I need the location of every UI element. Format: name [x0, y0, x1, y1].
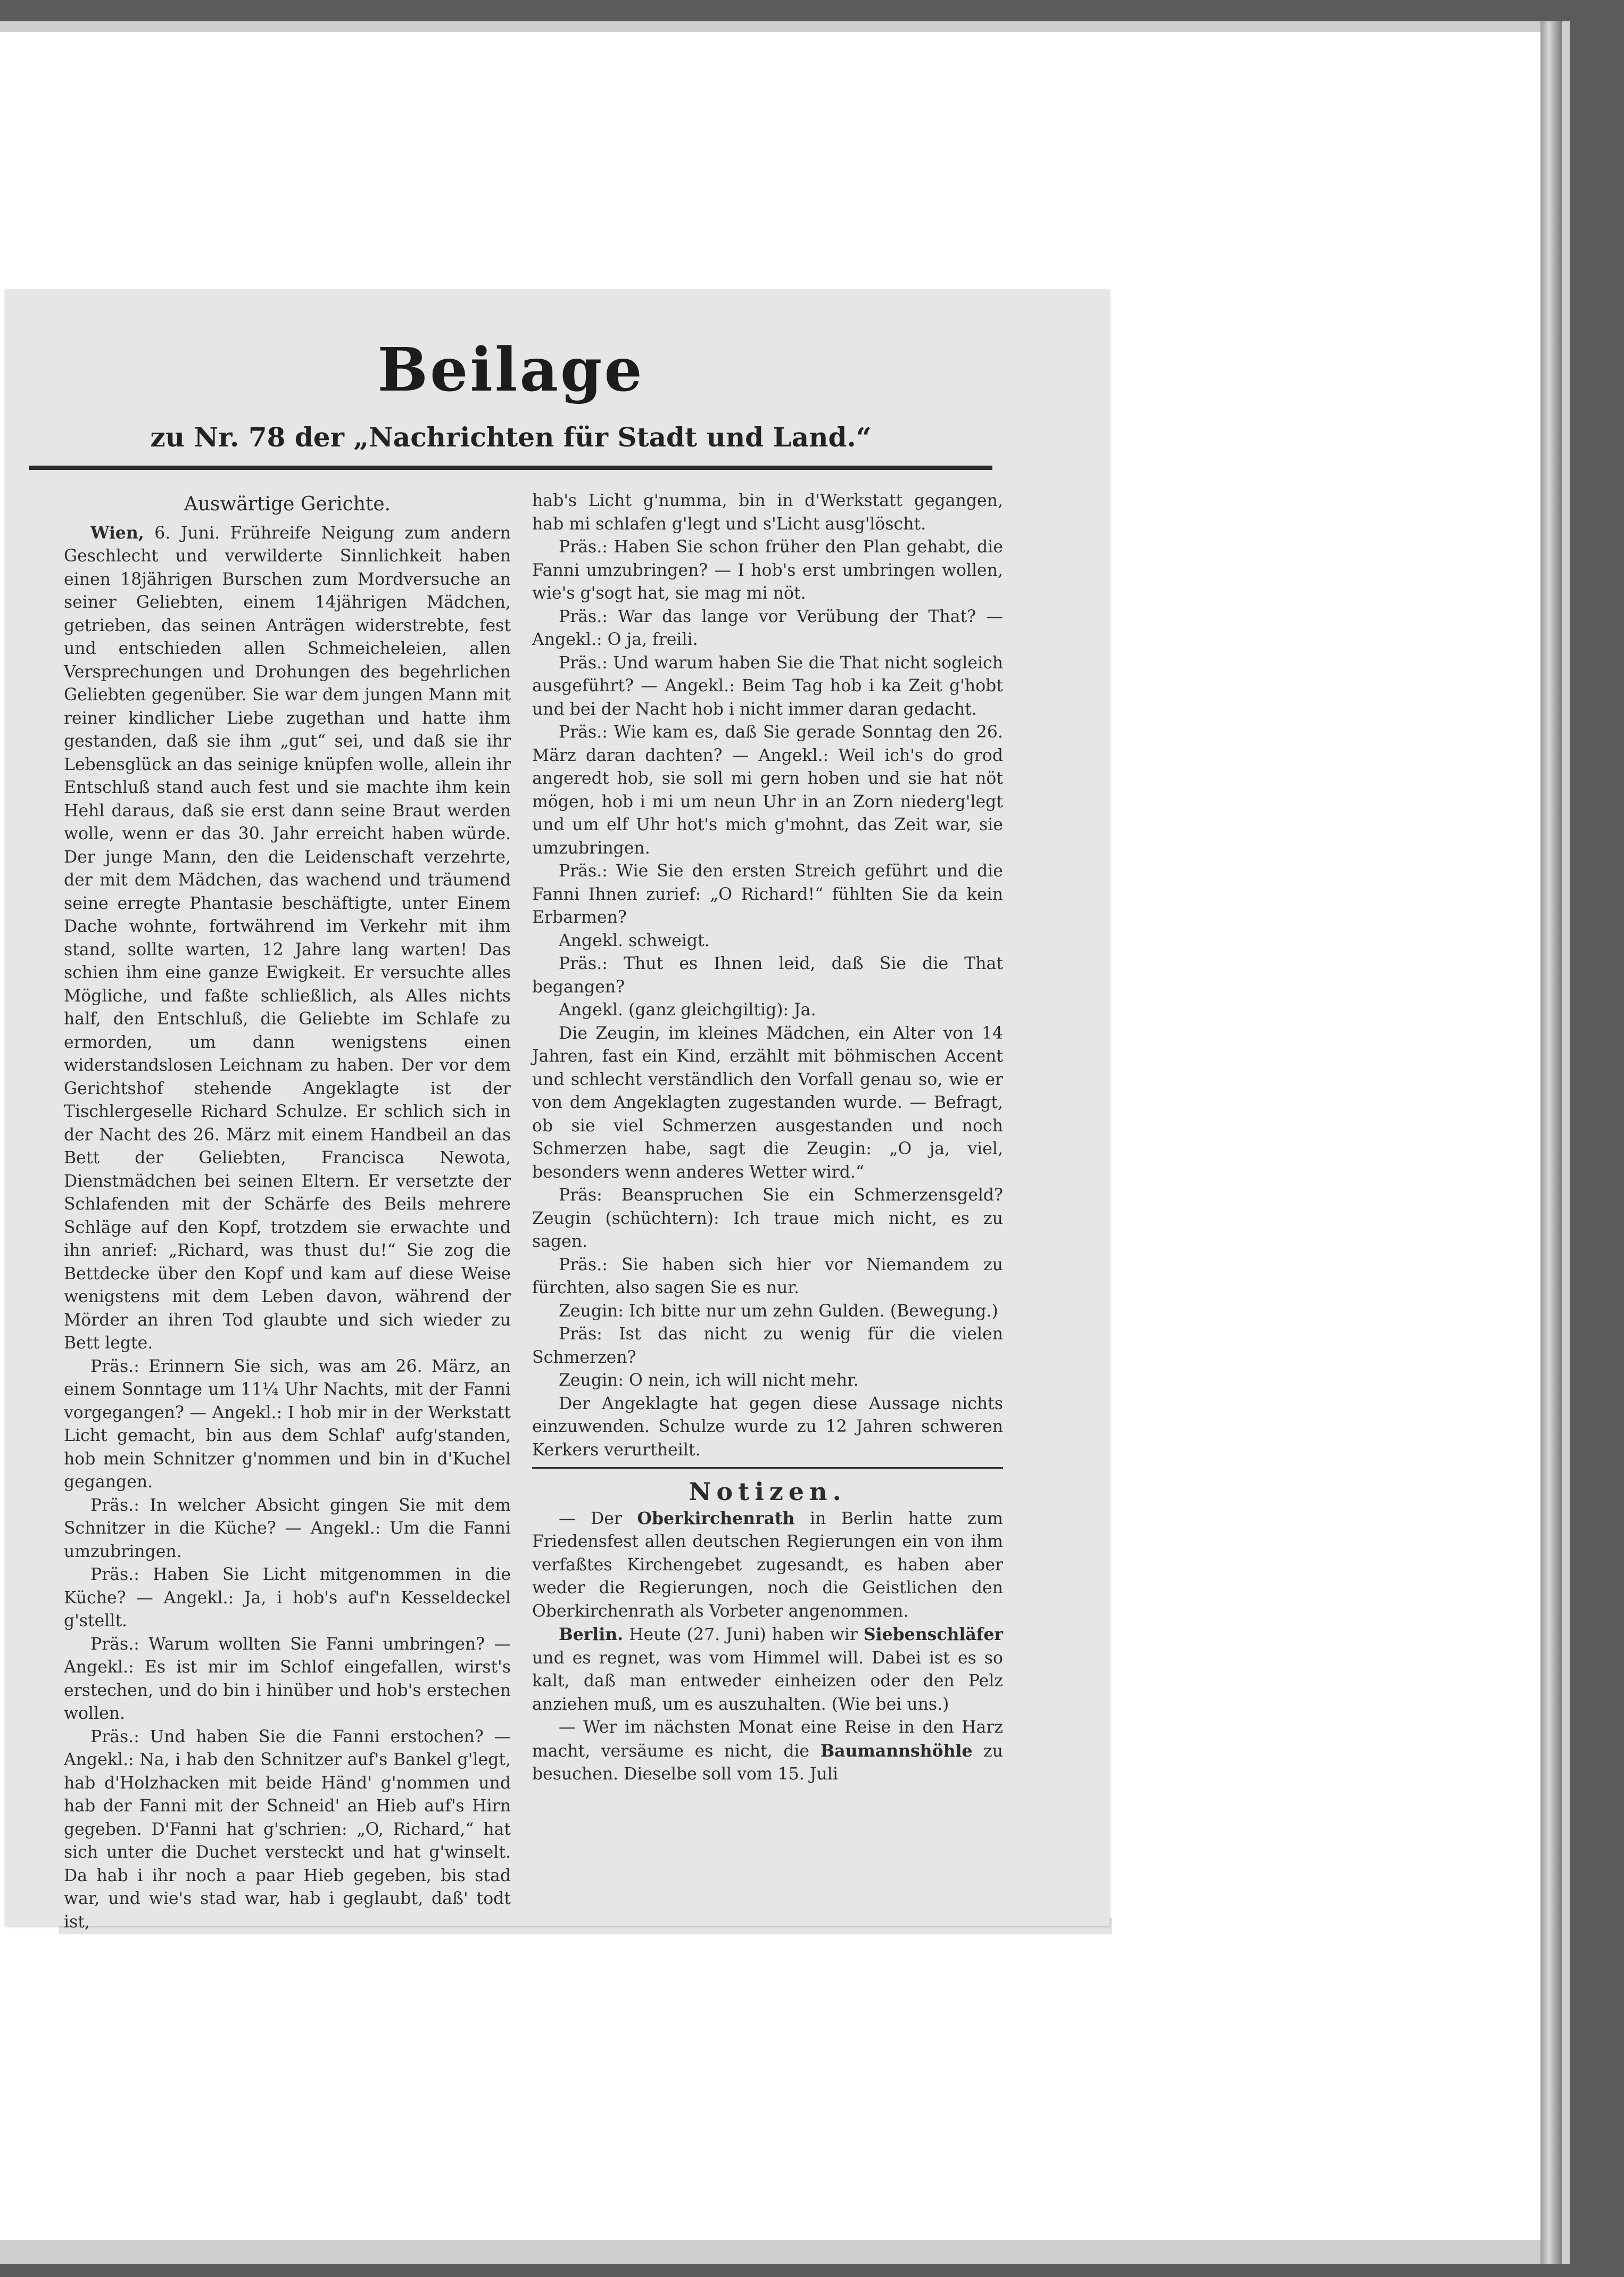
notice-text: und es regnet, was vom Himmel will. Dabei ist es so kalt, daß man entweder einheizen oder den Pelz anziehen muß, um es auszuhalten. (Wie bei uns.) — [532, 1648, 1003, 1714]
notice-paragraph — [532, 1623, 1003, 1716]
masthead-title: Beilage — [377, 335, 644, 405]
article-paragraph: Zeugin: O nein, ich will nicht mehr. — [559, 1371, 859, 1390]
article-paragraph: Präs.: Warum wollten Sie Fanni umbringen? — Angekl.: Es ist mir im Schlof eingefallen, wirst's erstechen, und do bin i hinüber und hob's erstechen wollen. — [64, 1634, 511, 1723]
section-divider — [532, 1467, 1003, 1469]
article-paragraph: Präs.: Und haben Sie die Fanni erstochen? — Angekl.: Na, i hab den Schnitzer auf's Bankel g'legt, hab d'Holzhacken mit beide Händ' g'nommen und hab der Fanni mit der Schneid' an Hieb auf's Hirn gegeben. D'Fanni hat g'schrien: „O, Richard,“ hat sich unter die Duchet versteckt und hat g'winselt. Da hab i ihr noch a paar Hieb gegeben, bis stad war, und wie's stad war, hab i geglaubt, daß' todt ist, — [64, 1727, 511, 1932]
notice-keyword: Baumannshöhle — [820, 1741, 973, 1761]
notice-paragraph — [532, 1716, 1003, 1786]
dateline-place: Wien, — [90, 523, 144, 543]
article-paragraph: Zeugin: Ich bitte nur um zehn Gulden. (Bewegung.) — [559, 1301, 998, 1321]
article-paragraph: Präs.: Erinnern Sie sich, was am 26. März, an einem Sonntage um 11¼ Uhr Nachts, mit der Fanni vorgegangen? — Angekl.: I hob mir in der Werkstatt Licht gemacht, bin aus dem Schlaf' aufg'standen, hob mein Schnitzer g'nommen und bin in d'Kuchel gegangen. — [64, 1356, 511, 1492]
notizen-heading: Notizen. — [689, 1477, 847, 1506]
newspaper-clipping — [5, 290, 1109, 1932]
article-paragraph: Angekl. schweigt. — [559, 931, 710, 950]
notice-keyword: Oberkirchenrath — [637, 1508, 795, 1528]
right-column — [532, 490, 1003, 1786]
article-paragraph: Präs.: Thut es Ihnen leid, daß Sie die That begangen? — [532, 954, 1003, 997]
section-heading: Auswärtige Gerichte. — [184, 493, 391, 515]
article-paragraph: hab's Licht g'numma, bin in d'Werkstatt gegangen, hab mi schlafen g'legt und s'Licht ausg'löscht. — [532, 491, 1003, 534]
notice-text: Heute (27. Juni) haben wir — [629, 1625, 858, 1644]
notice-text: in Berlin hatte zum Friedensfest allen deutschen Regierungen ein von ihm verfaßtes Kirchengebet zugesandt, es haben aber weder die Regierungen, noch die Geistlichen den Oberkirchenrath als Vorbeter angenommen. — [532, 1509, 1004, 1621]
article-paragraph: Die Zeugin, im kleines Mädchen, ein Alter von 14 Jahren, fast ein Kind, erzählt mit böhmischen Accent und schlecht verständlich den Vorfall genau so, wie er von dem Angeklagten zugestanden wurde. — Befragt, ob sie viel Schmerzen ausgestanden und noch Schmerzen habe, sagt die Zeugin: „O ja, viel, besonders wenn anderes Wetter wird.“ — [532, 1023, 1003, 1182]
article-paragraph: Präs: Ist das nicht zu wenig für die vielen Schmerzen? — [532, 1324, 1003, 1367]
article-paragraph: Präs.: In welcher Absicht gingen Sie mit dem Schnitzer in die Küche? — Angekl.: Um die Fanni umzubringen. — [64, 1495, 511, 1561]
notice-paragraph — [532, 1507, 1003, 1624]
masthead-subtitle: zu Nr. 78 der „Nachrichten für Stadt und Land.“ — [150, 421, 872, 453]
article-paragraph: Präs.: Haben Sie Licht mitgenommen in die Küche? — Angekl.: Ja, i hob's auf'n Kesseldeckel g'stellt. — [64, 1565, 511, 1630]
left-column — [64, 490, 511, 1934]
notice-keyword: Siebenschläfer — [863, 1625, 1003, 1644]
article-paragraph — [64, 521, 511, 1355]
page-edge — [1540, 21, 1562, 2264]
article-paragraph: Präs: Beanspruchen Sie ein Schmerzensgeld? Zeugin (schüchtern): Ich traue mich nicht, es zu sagen. — [532, 1186, 1003, 1251]
article-paragraph: Der Angeklagte hat gegen diese Aussage nichts einzuwenden. Schulze wurde zu 12 Jahren schweren Kerkers verurtheilt. — [532, 1394, 1003, 1460]
article-text: 6. Juni. Frühreife Neigung zum andern Geschlecht und verwilderte Sinnlichkeit haben einen 18jährigen Burschen zum Mordversuche an seiner Geliebten, einem 14jährigen Mädchen, getrieben, das seinen Anträgen widerstrebte, fest und entschieden allen Schmeicheleien, allen Versprechungen und Drohungen des begehrlichen Geliebten gegenüber. Sie war dem jungen Mann mit reiner kindlicher Liebe zugethan und hatte ihm gestanden, daß sie ihm „gut“ sei, und daß sie ihr Lebensglück an das seinige knüpfen wolle, allein ihr Entschluß stand auch fest und sie machte ihm kein Hehl daraus, daß sie erst dann seine Braut werden wolle, wenn er das 30. Jahr erreicht haben würde. Der junge Mann, den die Leidenschaft verzehrte, der mit dem Mädchen, das wachend und träumend seine erregte Phantasie beschäftigte, unter Einem Dache wohnte, fortwährend im Verkehr mit ihm stand, sollte warten, 12 Jahre lang warten! Das schien ihm eine ganze Ewigkeit. Er versuchte alles Mögliche, und faßte schließlich, als Alles nichts half, den Entschluß, die Geliebte im Schlafe zu ermorden, um dann wenigstens einen widerstandslosen Leichnam zu haben. Der vor dem Gerichtshof stehende Angeklagte ist der Tischlergeselle Richard Schulze. Er schlich sich in der Nacht des 26. März mit einem Handbeil an das Bett der Geliebten, Francisca Newota, Dienstmädchen bei seinen Eltern. Er versetzte der Schlafenden mit der Schärfe des Beils mehrere Schläge auf den Kopf, trotzdem sie erwachte und ihn anrief: „Richard, was thust du!“ Sie zog die Bettdecke über den Kopf und kam auf diese Weise wenigstens mit dem Leben davon, während der Mörder an ihren Tod glaubte und sich wieder zu Bett legte. — [64, 523, 511, 1353]
notice-place: Berlin. — [559, 1625, 624, 1644]
article-paragraph: Präs.: Wie kam es, daß Sie gerade Sonntag den 26. März daran dachten? — Angekl.: Weil ich's do grod angeredt hob, sie soll mi gern hoben und sie hat nöt mögen, hob i mi um neun Uhr in an Zorn niederg'legt und um elf Uhr hot's mich g'mohnt, das Zeit war, sie umzubringen. — [532, 723, 1003, 858]
masthead-rule — [29, 466, 992, 470]
article-paragraph: Präs.: Und warum haben Sie die That nicht sogleich ausgeführt? — Angekl.: Beim Tag hob i ka Zeit g'hobt und bei der Nacht hob i nicht immer daran gedacht. — [532, 653, 1003, 719]
article-paragraph: Präs.: Sie haben sich hier vor Niemandem zu fürchten, also sagen Sie es nur. — [532, 1255, 1003, 1297]
notice-text: — Der — [559, 1509, 622, 1528]
notice-text: zu besuchen. Dieselbe soll vom 15. Juli — [532, 1741, 1003, 1784]
article-paragraph: Angekl. (ganz gleichgiltig): Ja. — [559, 1000, 816, 1020]
article-paragraph: Präs.: War das lange vor Verübung der That? — Angekl.: O ja, freili. — [532, 607, 1003, 649]
notice-text: — Wer im nächsten Monat eine Reise in den Harz macht, versäume es nicht, die — [532, 1718, 1003, 1761]
masthead — [27, 335, 995, 453]
article-paragraph: Präs.: Wie Sie den ersten Streich geführt und die Fanni Ihnen zurief: „O Richard!“ fühlten Sie da kein Erbarmen? — [532, 862, 1003, 927]
article-paragraph: Präs.: Haben Sie schon früher den Plan gehabt, die Fanni umzubringen? — I hob's erst umbringen wollen, wie's g'sogt hat, sie mag mi nöt. — [532, 537, 1003, 603]
